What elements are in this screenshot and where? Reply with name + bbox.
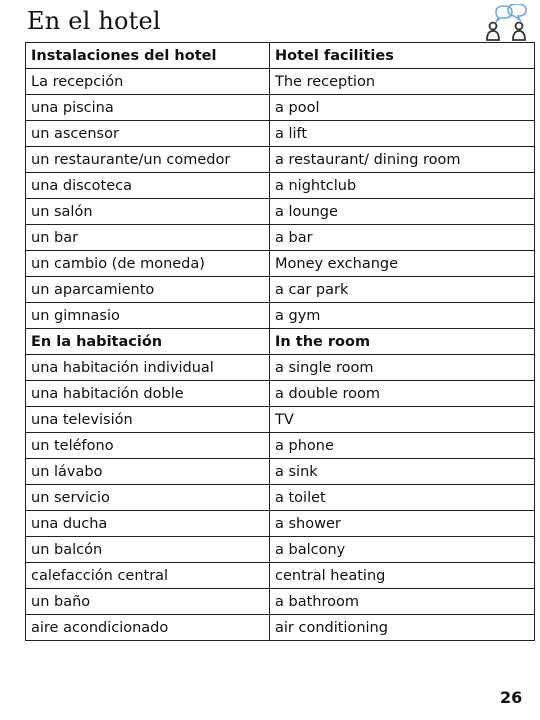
spanish-term: un salón — [26, 199, 270, 225]
english-term: a toilet — [270, 485, 535, 511]
english-term: central heating — [270, 563, 535, 589]
page-title: En el hotel — [27, 7, 161, 35]
table-row — [26, 225, 535, 251]
english-term: a pool — [270, 95, 535, 121]
section-header-english: In the room — [270, 329, 535, 355]
english-term: The reception — [270, 69, 535, 95]
table-row — [26, 589, 535, 615]
table-row — [26, 121, 535, 147]
english-term: a balcony — [270, 537, 535, 563]
table-row — [26, 69, 535, 95]
table-row — [26, 407, 535, 433]
page-number: 26 — [500, 688, 523, 707]
spanish-term: una televisión — [26, 407, 270, 433]
section-header-spanish: En la habitación — [26, 329, 270, 355]
table-row — [26, 355, 535, 381]
vocabulary-table-body — [26, 43, 535, 641]
table-row — [26, 381, 535, 407]
table-row — [26, 277, 535, 303]
table-row — [26, 485, 535, 511]
table-row — [26, 433, 535, 459]
table-row — [26, 511, 535, 537]
english-term: a nightclub — [270, 173, 535, 199]
section-header-row — [26, 329, 535, 355]
table-row — [26, 537, 535, 563]
spanish-term: una discoteca — [26, 173, 270, 199]
english-term: a lounge — [270, 199, 535, 225]
english-term: a car park — [270, 277, 535, 303]
table-row — [26, 615, 535, 641]
spanish-term: un bar — [26, 225, 270, 251]
section-header-row — [26, 43, 535, 69]
english-term: a double room — [270, 381, 535, 407]
spanish-term: aire acondicionado — [26, 615, 270, 641]
english-term: a restaurant/ dining room — [270, 147, 535, 173]
spanish-term: una piscina — [26, 95, 270, 121]
section-header-english: Hotel facilities — [270, 43, 535, 69]
spanish-term: un cambio (de moneda) — [26, 251, 270, 277]
people-chat-icon — [478, 4, 534, 44]
english-term: TV — [270, 407, 535, 433]
spanish-term: un servicio — [26, 485, 270, 511]
spanish-term: un restaurante/un comedor — [26, 147, 270, 173]
english-term: air conditioning — [270, 615, 535, 641]
english-term: a lift — [270, 121, 535, 147]
spanish-term: una ducha — [26, 511, 270, 537]
spanish-term: La recepción — [26, 69, 270, 95]
table-row — [26, 303, 535, 329]
table-row — [26, 563, 535, 589]
english-term: Money exchange — [270, 251, 535, 277]
spanish-term: una habitación doble — [26, 381, 270, 407]
spanish-term: un balcón — [26, 537, 270, 563]
spanish-term: un gimnasio — [26, 303, 270, 329]
table-row — [26, 199, 535, 225]
table-row — [26, 147, 535, 173]
english-term: a bar — [270, 225, 535, 251]
spanish-term: un aparcamiento — [26, 277, 270, 303]
table-row — [26, 173, 535, 199]
english-term: a bathroom — [270, 589, 535, 615]
english-term: a phone — [270, 433, 535, 459]
table-row — [26, 459, 535, 485]
english-term: a sink — [270, 459, 535, 485]
english-term: a single room — [270, 355, 535, 381]
spanish-term: un baño — [26, 589, 270, 615]
spanish-term: un teléfono — [26, 433, 270, 459]
spanish-term: un ascensor — [26, 121, 270, 147]
vocabulary-table — [25, 42, 535, 641]
spanish-term: un lávabo — [26, 459, 270, 485]
table-row — [26, 95, 535, 121]
spanish-term: una habitación individual — [26, 355, 270, 381]
section-header-spanish: Instalaciones del hotel — [26, 43, 270, 69]
table-row — [26, 251, 535, 277]
english-term: a gym — [270, 303, 535, 329]
english-term: a shower — [270, 511, 535, 537]
spanish-term: calefacción central — [26, 563, 270, 589]
